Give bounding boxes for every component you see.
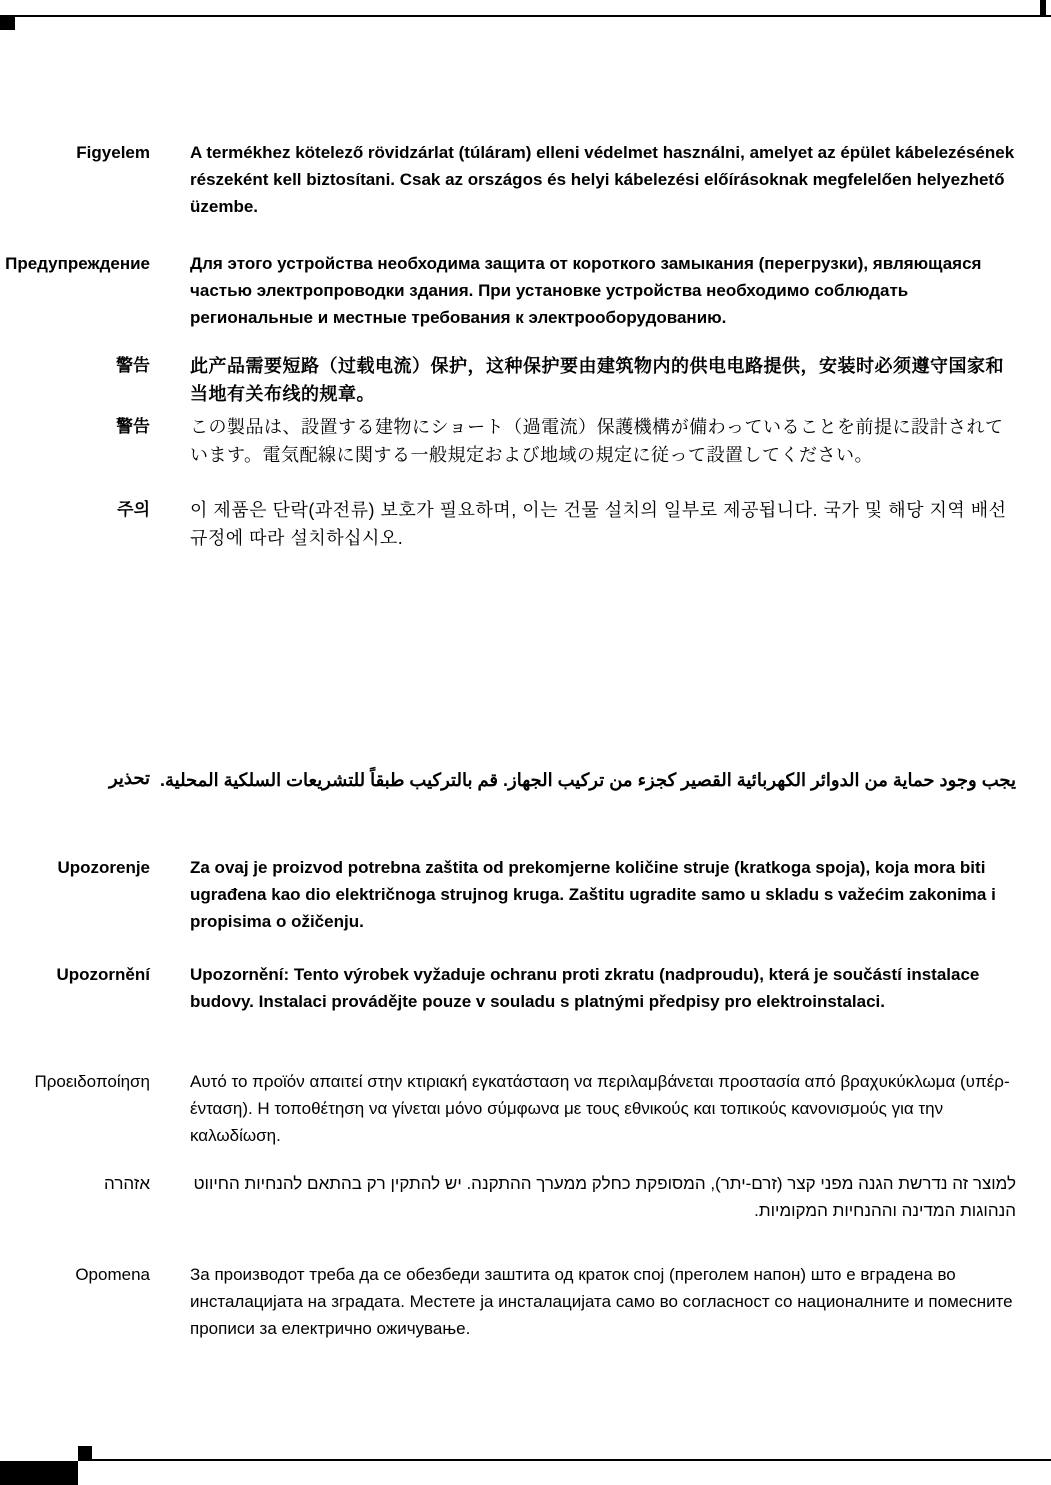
header-right-crop-mark — [1040, 0, 1046, 15]
footer-rule — [78, 1459, 1051, 1461]
warning-label: 주의 — [117, 500, 150, 519]
warning-text: למוצר זה נדרשת הגנה מפני קצר (זרם-יתר), המסופקת כחלק ממערך ההתקנה. יש להתקין רק בהתאם להנחיות החיווט הנהוגות המדינה וההנחיות המקומיות. — [193, 1174, 1016, 1220]
header-rule — [0, 15, 1051, 17]
warning-label: Προειδοποίηση — [34, 1072, 150, 1091]
warning-text: Αυτό το προϊόν απαιτεί στην κτιριακή εγκατάσταση να περιλαμβάνεται προστασία από βραχυκύκλωμα (υπέρ-ένταση). Η τοποθέτηση να γίνεται μόνο σύμφωνα με τους εθνικούς και τοπικούς κανονισμούς για την καλωδίωση. — [190, 1072, 1010, 1145]
warning-label: 警告 — [116, 356, 150, 375]
warning-label: Opomena — [75, 1265, 150, 1284]
warning-text: 이 제품은 단락(과전류) 보호가 필요하며, 이는 건물 설치의 일부로 제공됩니다. 국가 및 해당 지역 배선 규정에 따라 설치하십시오. — [190, 500, 1007, 548]
warning-text: 此产品需要短路（过载电流）保护，这种保护要由建筑物内的供电电路提供，安装时必须遵守国家和当地有关布线的规章。 — [190, 356, 1004, 404]
warning-label: אזהרה — [104, 1174, 150, 1193]
footer-section-mark — [78, 1446, 92, 1459]
warning-text: يجب وجود حماية من الدوائر الكهربائية القصير كجزء من تركيب الجهاز. قم بالتركيب طبقاً للتشريعات السلكية المحلية. — [160, 770, 1016, 790]
warning-label: Предупреждение — [5, 254, 150, 273]
warning-label: Upozornění — [56, 965, 150, 984]
warning-text: A termékhez kötelező rövidzárlat (túláram) elleni védelmet használni, amelyet az épület kábelezésének részeként kell biztosítani. Csak az országos és helyi kábelezési előírásoknak megfelelően helyezhető üzembe. — [190, 143, 1015, 216]
warning-text: За производот треба да се обезбеди заштита од краток спој (преголем напон) што е вградена во инсталацијата на зградата. Местете ја инсталацијата само во согласност со националните и помесните прописи за електрично ожичување. — [190, 1265, 1013, 1338]
warning-text: Для этого устройства необходима защита от короткого замыкания (перегрузки), являющаяся частью электропроводки здания. При установке устройства необходимо соблюдать региональные и местные требования к электрооборудованию. — [190, 254, 982, 327]
warning-label: 警告 — [116, 417, 150, 436]
warning-text: Za ovaj je proizvod potrebna zaštita od prekomjerne količine struje (kratkoga spoja), koja mora biti ugrađena kao dio električnoga strujnog kruga. Zaštitu ugradite samo u skladu s važećim zakonima i propisima o ožičenju. — [190, 858, 996, 931]
warning-text: Upozornění: Tento výrobek vyžaduje ochranu proti zkratu (nadproudu), která je součástí instalace budovy. Instalaci provádějte pouze v souladu s platnými předpisy pro elektroinstalaci. — [190, 965, 980, 1011]
warning-text: この製品は、設置する建物にショート（過電流）保護機構が備わっていることを前提に設計されています。電気配線に関する一般規定および地域の規定に従って設置してください。 — [190, 417, 1004, 465]
warning-label: Figyelem — [76, 143, 150, 162]
header-left-corner-mark — [0, 17, 15, 30]
footer-corner-block — [0, 1461, 78, 1485]
warning-label: Upozorenje — [57, 858, 150, 877]
warning-label: تحذير — [108, 768, 150, 788]
